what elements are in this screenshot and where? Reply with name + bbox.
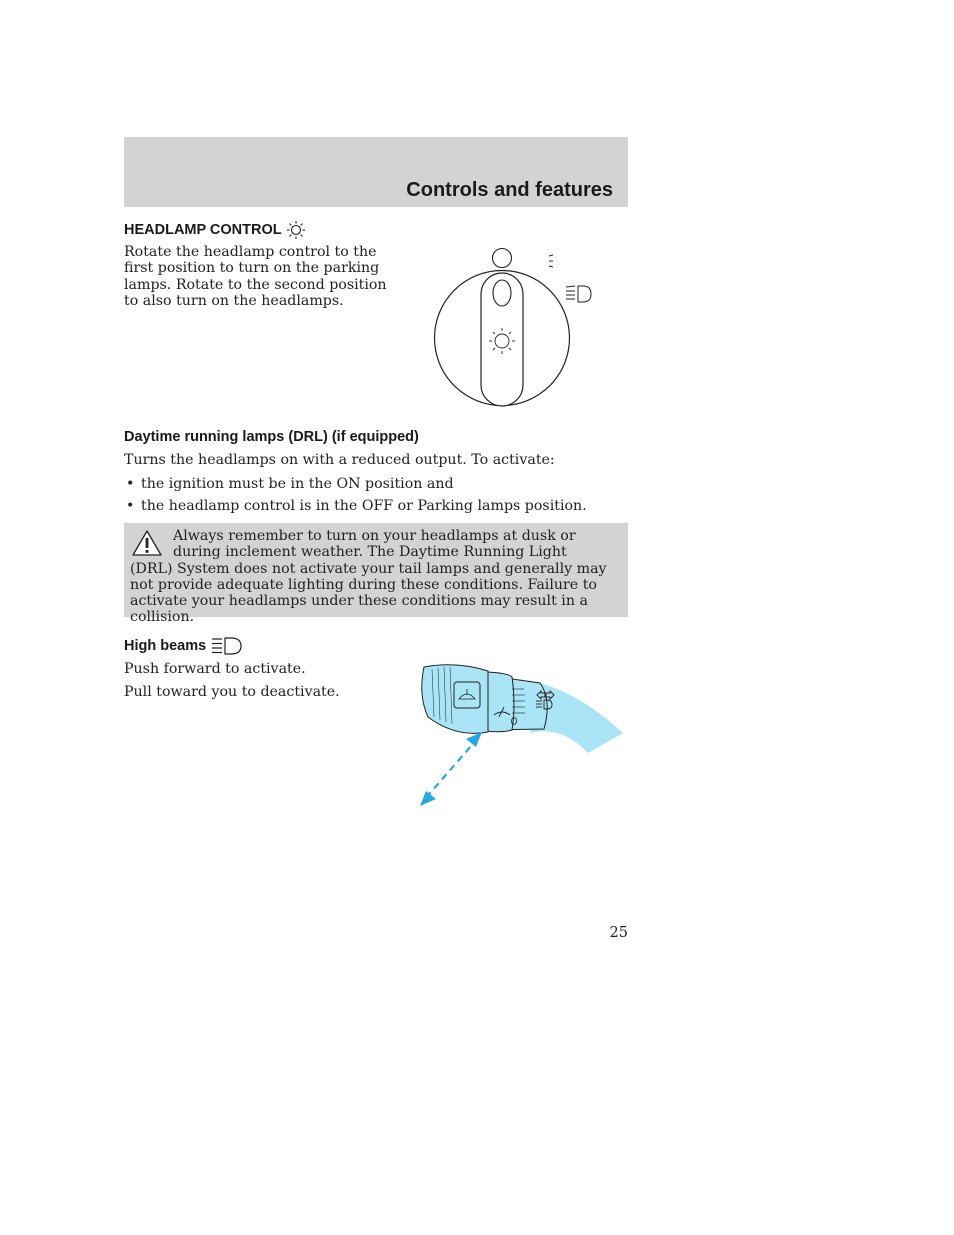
parking-lamp-icon (549, 255, 553, 267)
drl-intro: Turns the headlamps on with a reduced output. To activate: (124, 452, 555, 468)
headlamp-line-3: lamps. Rotate to the second position (124, 276, 387, 293)
high-beams-heading (124, 636, 244, 656)
list-item: • the headlamp control is in the OFF or Parking lamps position. (124, 495, 587, 517)
drl-bullet-list (124, 473, 587, 517)
headlamp-control-heading (124, 220, 306, 240)
push-pull-arrow (420, 732, 482, 806)
headlamp-paragraph (124, 244, 387, 310)
warning-text: Always remember to turn on your headlamps at dusk or during inclement weather. The Daytime Running Light (DRL) System does not activate your tail lamps and generally may not provide adequate lighting during these conditions. Failure to activate your headlamps under these conditions may result in a collision. (130, 528, 607, 626)
drl-heading (124, 429, 419, 445)
page-header (124, 137, 628, 207)
headlamp-line-2: first position to turn on the parking (124, 260, 380, 277)
section-title: Controls and features (406, 179, 613, 201)
headlamp-control-heading-text: HEADLAMP CONTROL (124, 222, 282, 238)
high-beam-icon (210, 636, 244, 656)
page-number: 25 (609, 925, 628, 941)
high-beams-heading-text: High beams (124, 638, 207, 654)
multifunction-stalk-diagram (412, 655, 627, 810)
headlamp-sun-icon (286, 220, 306, 240)
warning-box (124, 523, 628, 626)
headlamp-icon (566, 286, 591, 302)
headlamp-line-4: to also turn on the headlamps. (124, 293, 344, 310)
stalk-ring (487, 672, 514, 732)
headlamp-line-1: Rotate the headlamp control to the (124, 244, 377, 260)
knob-grip (481, 273, 523, 406)
list-item: • the ignition must be in the ON position and (124, 473, 587, 495)
high-beams-pull: Pull toward you to deactivate. (124, 684, 340, 700)
off-position-marker (493, 249, 512, 268)
drl-heading-text: Daytime running lamps (DRL) (if equipped) (124, 429, 419, 445)
high-beams-push: Push forward to activate. (124, 661, 306, 677)
headlamp-knob-diagram (425, 240, 600, 415)
